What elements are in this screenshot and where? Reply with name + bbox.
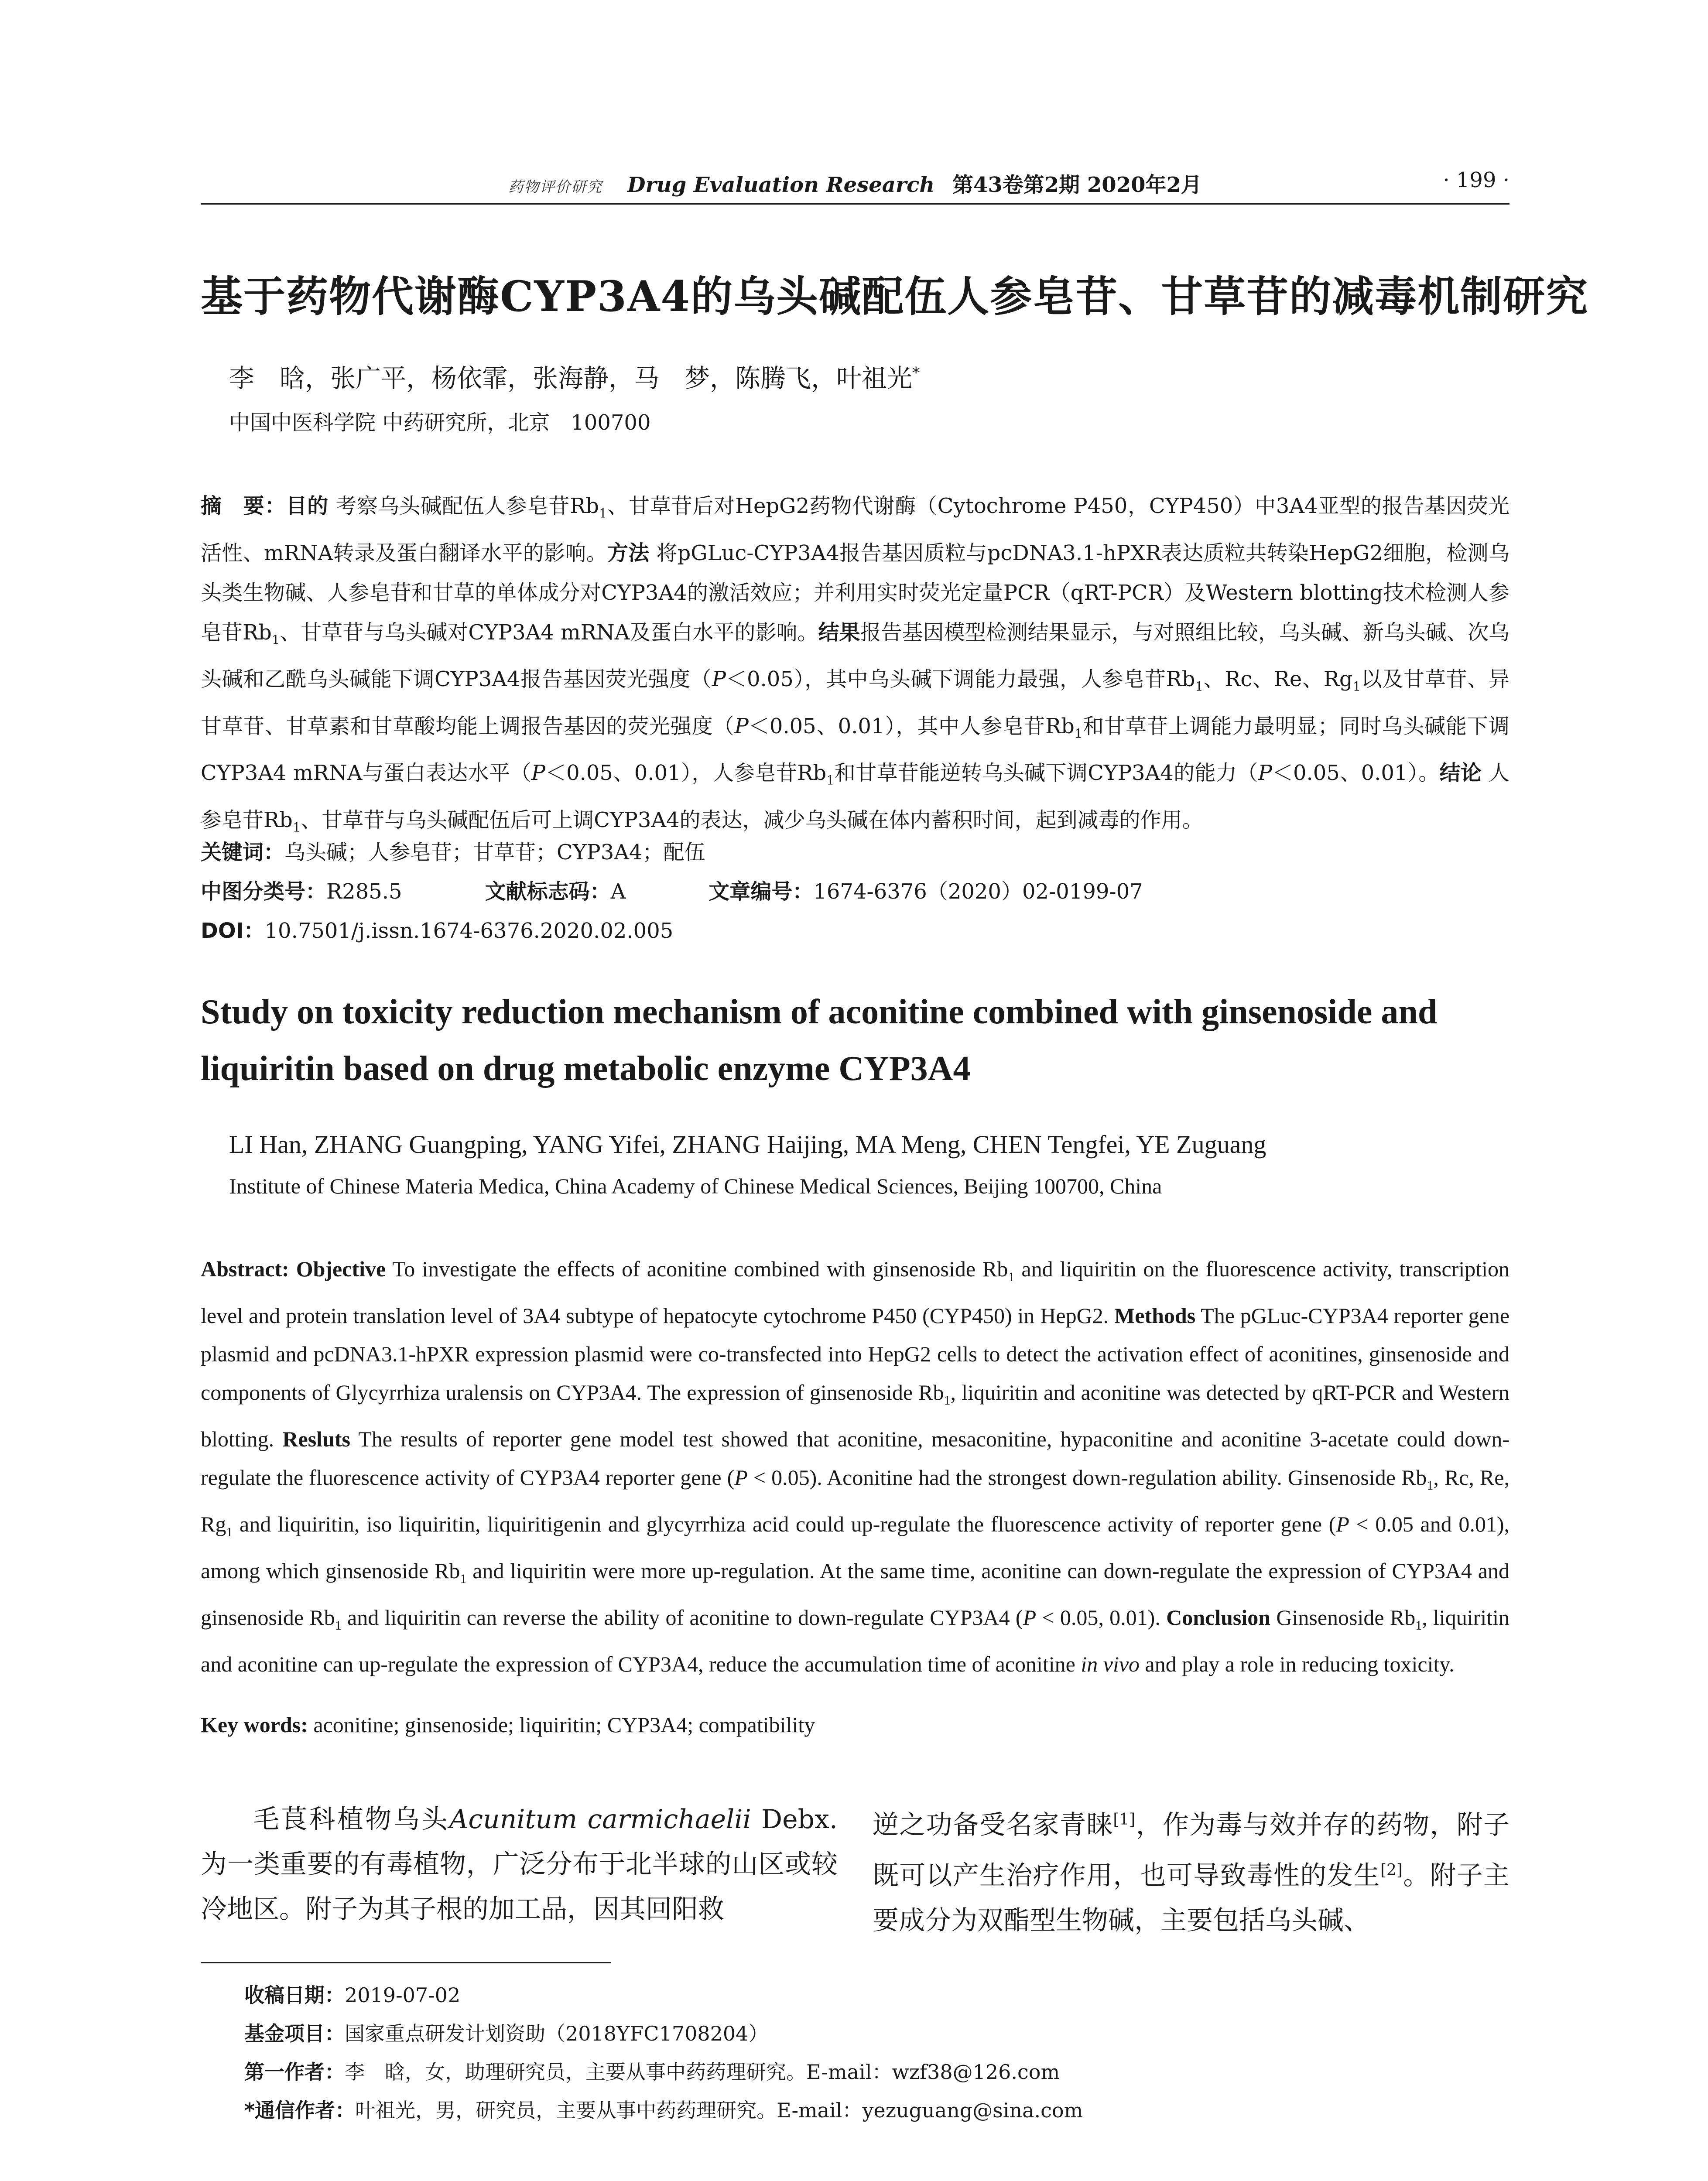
doi-link[interactable]: 10.7501/j.issn.1674-6376.2020.02.005 <box>264 919 674 943</box>
fund-info: 基金项目：国家重点研发计划资助（2018YFC1708204） <box>244 2022 769 2045</box>
running-header <box>201 168 1509 198</box>
footnote-rule <box>201 1962 611 1963</box>
journal-logo: 药物评价研究 <box>508 178 603 196</box>
en-methods-label: Methods <box>1114 1303 1196 1328</box>
en-title: Study on toxicity reduction mechanism of aconitine combined with ginsenoside and liquiritin based on drug metabolic enzyme CYP3A4 <box>201 993 1438 1088</box>
cn-classification: 中图分类号：R285.5 文献标志码：A 文章编号：1674-6376（2020）02-0199-07 <box>201 879 1143 904</box>
en-abstract: Abstract: Objective To investigate the effects of aconitine combined with ginsenoside $Rb_1$ and liquiritin on the fluorescence activity, transcription level and protein translation level of 3A4 subtype of hepatocyte cytochrome P450 (CYP450) in HepG2. Methods The pGLuc-CYP3A4 reporter gene plasmid and pcDNA3.1-hPXR expression plasmid were co-transfected into HepG2 cells to detect the activation effect of aconitines, ginsenoside and components of Glycyrrhiza uralensis on CYP3A4. The expression of ginsenoside $Rb_1$, liquiritin and aconitine was detected by qRT-PCR and Western blotting. Resluts The results of reporter gene model test showed that aconitine, mesaconitine, hypaconitine and aconitine 3-acetate could down-regulate the fluorescence activity of CYP3A4 reporter gene (P < 0.05). Aconitine had the strongest down-regulation ability. Ginsenoside $Rb_1$, Rc, Re, $Rg_1$ and liquiritin, iso liquiritin, liquiritigenin and glycyrrhiza acid could up-regulate the fluorescence activity of reporter gene (P < 0.05 and 0.01), among which ginsenoside $Rb_1$ and liquiritin were more up-regulation. At the same time, aconitine can down-regulate the expression of CYP3A4 and ginsenoside $Rb_1$ and liquiritin can reverse the ability of aconitine to down-regulate CYP3A4 (P < 0.05, 0.01). Conclusion Ginsenoside $Rb_1$, liquiritin and aconitine can up-regulate the expression of CYP3A4, reduce the accumulation time of aconitine in vivo and play a role in reducing toxicity. <box>201 1257 1510 1676</box>
en-conclusion-label: Conclusion <box>1166 1605 1271 1630</box>
cn-abstract-label: 摘 要： <box>201 494 286 518</box>
en-keywords: Key words: aconitine; ginsenoside; liquiritin; CYP3A4; compatibility <box>201 1713 815 1737</box>
species-name: Acunitum carmichaelii <box>449 1804 751 1835</box>
page-number: · 199 · <box>1443 168 1509 192</box>
footnotes <box>244 1976 1083 2130</box>
corresponding-author-info: *通信作者：叶祖光，男，研究员，主要从事中药药理研究。E-mail：yezuguang@sina.com <box>244 2099 1083 2122</box>
body-column-left: 毛茛科植物乌头Acunitum carmichaelii Debx.为一类重要的有毒植物，广泛分布于北半球的山区或较冷地区。附子为其子根的加工品，因其回阳救 <box>201 1804 838 1925</box>
cn-doi: DOI：10.7501/j.issn.1674-6376.2020.02.005 <box>201 919 674 943</box>
en-results-label: Resluts <box>282 1427 350 1451</box>
cn-affiliation: 中国中医科学院 中药研究所，北京 100700 <box>229 410 651 435</box>
en-affiliation: Institute of Chinese Materia Medica, China Academy of Chinese Medical Sciences, Beijing 100700, China <box>229 1174 1162 1198</box>
cn-abstract: 摘 要：目的 考察乌头碱配伍人参皂苷$Rb_1$、甘草苷后对HepG2药物代谢酶（Cytochrome P450，CYP450）中3A4亚型的报告基因荧光活性、mRNA转录及蛋白翻译水平的影响。方法 将pGLuc-CYP3A4报告基因质粒与pcDNA3.1-hPXR表达质粒共转染HepG2细胞，检测乌头类生物碱、人参皂苷和甘草的单体成分对CYP3A4的激活效应；并利用实时荧光定量PCR（qRT-PCR）及Western blotting技术检测人参皂苷$Rb_1$、甘草苷与乌头碱对CYP3A4 mRNA及蛋白水平的影响。结果报告基因模型检测结果显示，与对照组比较，乌头碱、新乌头碱、次乌头碱和乙酰乌头碱能下调CYP3A4报告基因荧光强度（P＜0.05），其中乌头碱下调能力最强，人参皂苷$Rb_1$、Rc、Re、$Rg_1$以及甘草苷、异甘草苷、甘草素和甘草酸均能上调报告基因的荧光强度（P＜0.05、0.01），其中人参皂苷$Rb_1$和甘草苷上调能力最明显；同时乌头碱能下调CYP3A4 mRNA与蛋白表达水平（P＜0.05、0.01），人参皂苷$Rb_1$和甘草苷能逆转乌头碱下调CYP3A4的能力（P＜0.05、0.01）。结论 人参皂苷$Rb_1$、甘草苷与乌头碱配伍后可上调CYP3A4的表达，减少乌头碱在体内蓄积时间，起到减毒的作用。 <box>201 494 1509 835</box>
en-objective-label: Objective <box>296 1257 386 1281</box>
citation-2[interactable]: [2] <box>1380 1861 1403 1879</box>
header-rule <box>201 203 1509 205</box>
cn-keywords: 关键词：乌头碱；人参皂苷；甘草苷；CYP3A4；配伍 <box>201 840 705 865</box>
cn-author-list: 李 晗，张广平，杨依霏，张海静，马 梦，陈腾飞，叶祖光 <box>229 363 913 393</box>
cn-results-label: 结果 <box>818 620 860 645</box>
first-author-info: 第一作者：李 晗，女，助理研究员，主要从事中药药理研究。E-mail：wzf38@126.com <box>244 2060 1060 2084</box>
corresponding-mark: * <box>912 364 920 382</box>
header-center <box>201 168 1509 198</box>
received-date: 收稿日期：2019-07-02 <box>244 1983 461 2007</box>
cn-authors <box>229 358 920 394</box>
en-abstract-label: Abstract: <box>201 1257 289 1281</box>
cn-title: 基于药物代谢酶CYP3A4的乌头碱配伍人参皂苷、甘草苷的减毒机制研究 <box>201 272 1589 321</box>
journal-name: Drug Evaluation Research <box>627 173 935 197</box>
issue-info: 第43卷第2期 2020年2月 <box>952 173 1202 197</box>
cn-methods-label: 方法 <box>607 540 650 565</box>
citation-1[interactable]: [1] <box>1113 1811 1136 1829</box>
en-authors: LI Han, ZHANG Guangping, YANG Yifei, ZHANG Haijing, MA Meng, CHEN Tengfei, YE Zuguang <box>229 1130 1266 1159</box>
cn-conclusion-label: 结论 <box>1439 761 1482 786</box>
body-column-right: 逆之功备受名家青睐[1]，作为毒与效并存的药物，附子既可以产生治疗作用，也可导致毒性的发生[2]。附子主要成分为双酯型生物碱，主要包括乌头碱、 <box>873 1810 1510 1936</box>
cn-objective-label: 目的 <box>286 494 329 518</box>
